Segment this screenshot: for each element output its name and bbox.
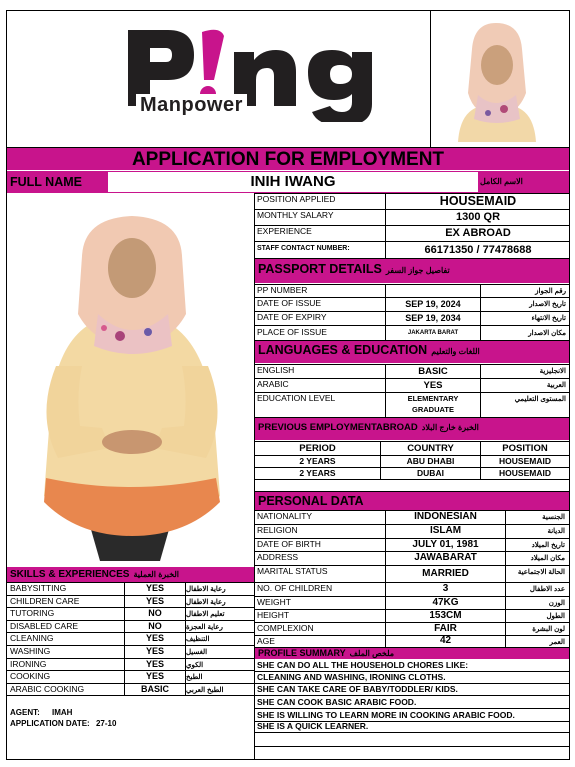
personal-arabic: عدد الاطفال <box>529 586 565 593</box>
page-title: APPLICATION FOR EMPLOYMENT <box>131 149 445 170</box>
full-name-arabic: الاسم الكامل <box>480 177 523 186</box>
personal-arabic: لون البشرة <box>532 626 565 633</box>
logo-text: Manpower <box>136 94 247 117</box>
experience-value: EX ABROAD <box>445 227 511 239</box>
personal-label: HEIGHT <box>257 610 290 620</box>
personal-arabic: الطول <box>546 613 565 620</box>
personal-arabic: العمر <box>549 639 565 646</box>
personal-arabic: تاريخ الميلاد <box>531 542 565 549</box>
skill-value: NO <box>148 620 162 631</box>
experience-label: EXPERIENCE <box>257 226 312 236</box>
english-value: BASIC <box>418 366 448 377</box>
salary-label: MONTHLY SALARY <box>257 210 334 220</box>
profile-line: SHE IS A QUICK LEARNER. <box>257 721 369 731</box>
skill-label: ARABIC COOKING <box>10 683 85 694</box>
personal-label: NATIONALITY <box>257 511 313 521</box>
personal-value: 3 <box>442 583 449 594</box>
arabic-value: YES <box>423 380 443 391</box>
skill-arabic: التنظيف <box>186 636 210 644</box>
education-label: EDUCATION LEVEL <box>257 393 336 403</box>
table-cell: DUBAI <box>417 468 444 478</box>
personal-label: WEIGHT <box>257 597 291 607</box>
agent-value: IMAH <box>52 708 73 717</box>
logo <box>110 22 390 122</box>
passport-header: PASSPORT DETAILS تفاصيل جواز السفر <box>255 259 569 283</box>
skill-value: NO <box>148 608 162 619</box>
arabic-label: ARABIC <box>257 379 289 389</box>
divider <box>254 695 570 696</box>
skill-label: COOKING <box>10 671 51 682</box>
position-label: POSITION APPLIED <box>257 194 336 204</box>
skill-arabic: تعليم الاطفال <box>186 611 225 619</box>
contact-value: 66171350 / 77478688 <box>424 244 532 256</box>
divider <box>430 10 431 147</box>
personal-value: ISLAM <box>429 525 462 536</box>
agent-label: AGENT: <box>10 708 40 717</box>
full-name-value: INIH IWANG <box>108 172 478 192</box>
personal-label: AGE <box>257 636 275 646</box>
skills-header: SKILLS & EXPERIENCES الخبرة العملية <box>7 567 254 582</box>
issue-place-label: PLACE OF ISSUE <box>257 327 327 337</box>
profile-line: SHE IS WILLING TO LEARN MORE IN COOKING ARABIC FOOD. <box>257 710 515 720</box>
column-header: POSITION <box>502 443 548 454</box>
full-name-label: FULL NAME <box>10 175 82 189</box>
skill-arabic: الغسيل <box>186 649 208 656</box>
issue-place-arabic: مكان الاصدار <box>528 330 566 337</box>
profile-header: PROFILE SUMMARY ملخص الملف <box>255 648 569 659</box>
profile-line: SHE CAN COOK BASIC ARABIC FOOD. <box>257 697 417 707</box>
issue-place-value: JAKARTA BARAT <box>407 330 459 336</box>
issue-date-arabic: تاريخ الاصدار <box>529 301 566 308</box>
personal-header: PERSONAL DATA <box>255 492 569 510</box>
table-cell: 2 YEARS <box>299 468 336 478</box>
skill-arabic: الطبخ العربي <box>186 686 224 694</box>
profile-line: SHE CAN DO ALL THE HOUSEHOLD CHORES LIKE: <box>257 660 469 670</box>
personal-arabic: الجنسية <box>542 514 565 521</box>
expiry-date-value: SEP 19, 2034 <box>405 313 461 323</box>
divider <box>254 708 570 709</box>
personal-value: 153CM <box>429 610 462 621</box>
personal-value: 47KG <box>432 597 459 608</box>
personal-arabic: الديانة <box>547 528 565 535</box>
divider <box>254 746 570 747</box>
contact-label: STAFF CONTACT NUMBER: <box>257 245 350 252</box>
personal-arabic: الحالة الاجتماعية <box>517 569 565 576</box>
profile-line: SHE CAN TAKE CARE OF BABY/TODDLER/ KIDS. <box>257 684 458 694</box>
personal-label: RELIGION <box>257 525 298 535</box>
skill-value: YES <box>145 583 164 593</box>
table-cell: HOUSEMAID <box>499 468 551 478</box>
skill-value: YES <box>145 595 164 606</box>
skill-value: YES <box>145 671 164 682</box>
applicant-photo-small <box>438 15 556 142</box>
personal-arabic: مكان الميلاد <box>530 555 565 562</box>
personal-label: COMPLEXION <box>257 623 314 633</box>
skill-arabic: رعاية العجزة <box>186 623 223 631</box>
personal-label: DATE OF BIRTH <box>257 539 321 549</box>
personal-arabic: الوزن <box>548 600 565 607</box>
expiry-date-arabic: تاريخ الانتهاء <box>531 315 566 322</box>
languages-header: LANGUAGES & EDUCATION اللغات والتعليم <box>255 341 569 363</box>
skill-label: CHILDREN CARE <box>10 595 80 606</box>
application-date-value: 27-10 <box>95 719 117 728</box>
position-value: HOUSEMAID <box>439 194 517 208</box>
skill-value: YES <box>145 658 164 669</box>
education-arabic: المستوى التعليمي <box>514 396 566 403</box>
english-arabic: الانجليزية <box>539 368 566 375</box>
personal-value: INDONESIAN <box>414 511 477 522</box>
table-cell: ABU DHABI <box>406 456 455 466</box>
application-date-line <box>10 719 116 728</box>
issue-date-value: SEP 19, 2024 <box>405 299 461 309</box>
arabic-arabic: العربية <box>546 382 566 389</box>
column-header: PERIOD <box>299 443 336 454</box>
personal-value: MARRIED <box>422 568 469 579</box>
skill-label: DISABLED CARE <box>10 620 79 631</box>
skill-arabic: الطبخ <box>186 674 203 682</box>
skill-value: YES <box>145 633 164 644</box>
skill-arabic: الكوي <box>186 661 204 669</box>
personal-value: JAWABARAT <box>414 552 477 563</box>
english-label: ENGLISH <box>257 365 295 375</box>
personal-label: NO. OF CHILDREN <box>257 583 333 593</box>
divider <box>254 732 570 733</box>
table-cell: HOUSEMAID <box>499 456 551 466</box>
skill-label: IRONING <box>10 658 47 669</box>
profile-line: CLEANING AND WASHING, IRONING CLOTHS. <box>257 672 446 682</box>
expiry-date-label: DATE OF EXPIRY <box>257 312 327 322</box>
skill-label: BABYSITTING <box>10 583 67 593</box>
personal-label: ADDRESS <box>257 552 299 562</box>
application-date-label: APPLICATION DATE: <box>10 719 90 728</box>
skill-label: TUTORING <box>10 608 55 619</box>
personal-value: JULY 01, 1981 <box>412 539 479 550</box>
pp-number-label: PP NUMBER <box>257 285 308 295</box>
skill-arabic: رعاية الاطفال <box>186 586 226 593</box>
pp-number-arabic: رقم الجواز <box>535 288 566 295</box>
skill-arabic: رعاية الاطفال <box>186 598 226 606</box>
column-header: COUNTRY <box>407 443 454 454</box>
education-value: ELEMENTARY GRADUATE <box>407 394 459 414</box>
agent-line <box>10 708 72 717</box>
applicant-photo <box>10 196 250 561</box>
prev-employment-header: PREVIOUS EMPLOYMENTABROAD الخبرة خارج البلاد <box>255 418 569 440</box>
issue-date-label: DATE OF ISSUE <box>257 298 322 308</box>
skill-label: WASHING <box>10 646 51 656</box>
table-cell: 2 YEARS <box>299 456 336 466</box>
personal-value: 42 <box>439 635 452 646</box>
skill-label: CLEANING <box>10 633 54 644</box>
personal-value: FAIR <box>434 623 457 634</box>
personal-label: MARITAL STATUS <box>257 566 328 576</box>
skill-value: BASIC <box>140 683 169 694</box>
salary-value: 1300 QR <box>455 211 501 223</box>
skill-value: YES <box>145 646 164 656</box>
